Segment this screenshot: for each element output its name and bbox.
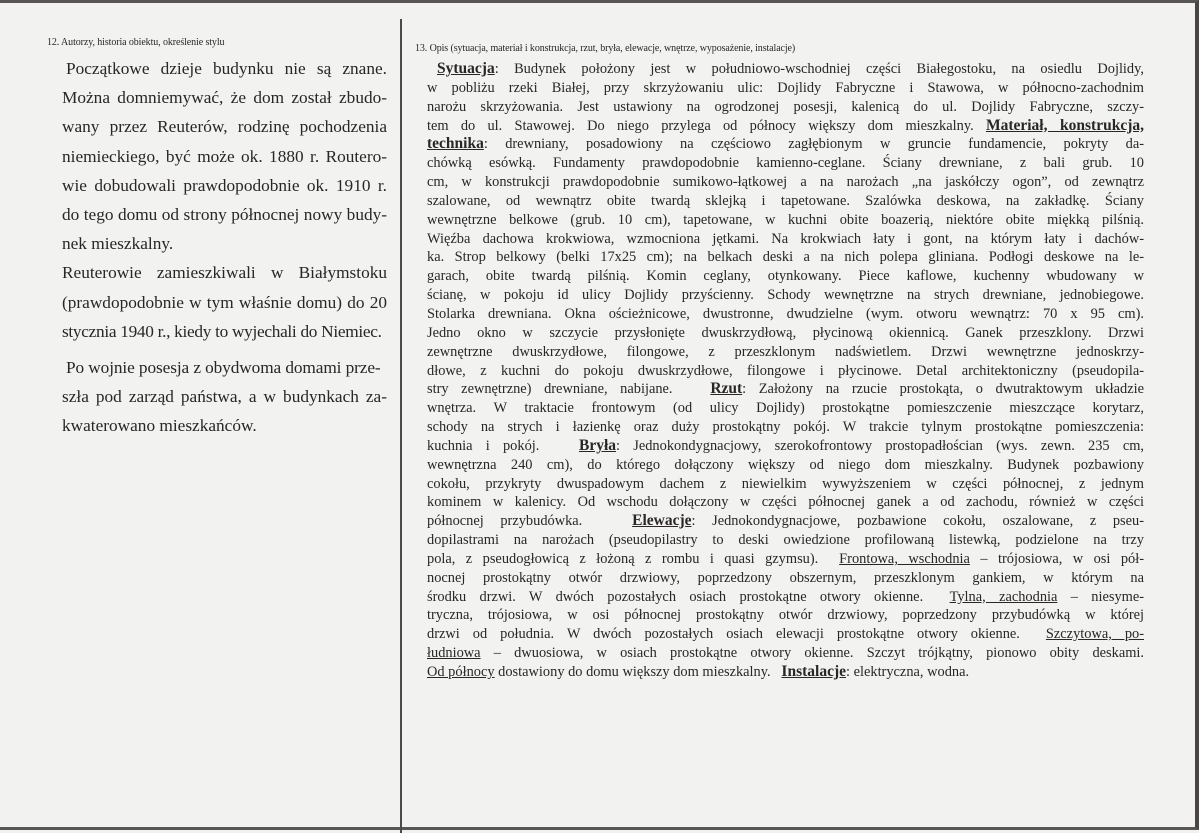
desc-line: środku drzwi. W dwóch pozostałych osiach prostokątne otwory okienne. Tylna, zachodnia – niesyme- <box>427 588 1145 605</box>
history-line: Można domniemywać, że dom został zbudo- <box>62 88 387 108</box>
desc-line: nocnej prostokątny otwór drzwiowy, poprzedzony obszernym, przeszklonym gankiem, w którym na <box>427 569 1144 586</box>
keyword-bryla: Bryła <box>579 436 617 454</box>
keyword-elewacje: Elewacje <box>632 512 692 530</box>
history-line: wie dobudowali prawdopodobnie ok. 1910 r. <box>62 175 387 195</box>
desc-line: ścianę, w pokoju id ulicy Dojlidy przyścienny. Schody wewnętrzne na strych drewniane, jednobiegowe. <box>427 287 1144 304</box>
desc-line: drzwi od południa. W dwóch pozostałych osiach elewacji prostokątne otwory okienne. Szczytowa, po- <box>427 626 1145 643</box>
history-line: stycznia 1940 r., kiedy to wyjechali do Niemiec. <box>62 321 382 341</box>
history-line: nek mieszkalny. <box>62 234 174 254</box>
history-line: do tego domu od strony północnej nowy budy- <box>62 205 387 225</box>
desc-line: kuchnia i pokój. Bryła: Jednokondygnacjowy, szerokofrontowy prostopadłościan (wys. zewn. 235 cm, <box>427 436 1145 454</box>
section-13-description <box>415 43 1155 682</box>
desc-line: pola, z pseudogłowicą z łożoną z rombu i quasi gzymsu). Frontowa, wschodnia – trójosiowa, w osi pół- <box>427 550 1145 567</box>
desc-line: tem do ul. Stawowej. Do niego przylega od północy większy dom mieszkalny. Materiał, konstrukcja, <box>427 116 1144 134</box>
keyword-sytuacja: Sytuacja <box>437 60 495 77</box>
desc-line: Od północy dostawiony do domu większy dom mieszkalny. Instalacje: elektryczna, wodna. <box>427 663 970 680</box>
subheading-frontowa: Frontowa, wschodnia <box>839 550 970 567</box>
desc-line: cokołu, przykryty dwuspadowym dachem z niewielkim wywyższeniem w części północnej, z jednym <box>427 475 1144 492</box>
desc-line: cm, w konstrukcji prawdopodobnie sumikowo-łątkowej a na narożach „na jaskółczy ogon”, od zewnątrz <box>427 174 1144 191</box>
history-text <box>62 54 387 441</box>
desc-line: w pobliżu rzeki Białej, przy skrzyżowaniu ulic: Dojlidy Fabryczne i Stawowa, w północno-zachodnim <box>427 79 1144 96</box>
desc-line: kominem w kalenicy. Od wschodu dołączony w części północnej ganek a od zachodu, również w części <box>427 494 1144 511</box>
history-line: kwaterowano mieszkańców. <box>62 416 257 436</box>
description-text <box>427 60 1144 682</box>
history-line: wany przez Reuterów, rodzinę pochodzenia <box>62 117 387 137</box>
desc-line: wewnętrzna 240 cm), do którego dołączony większy od niego dom mieszkalny. Budynek pozbawiony <box>427 456 1144 473</box>
subheading-szczytowa: Szczytowa, po- <box>1045 626 1145 643</box>
section-12-heading: 12. Autorzy, historia obiektu, określenie stylu <box>47 37 225 48</box>
desc-line: zewnętrzne dwuskrzydłowe, filongowe, z przeszklonym nadświetlem. Drzwi wewnętrzne jednoskrzy- <box>427 343 1144 360</box>
history-line: Reuterowie zamieszkiwali w Białymstoku <box>62 263 387 283</box>
keyword-instalacje: Instalacje <box>781 663 846 680</box>
desc-line: północnej przybudówka. Elewacje: Jednokondygnacjowe, pozbawione cokołu, oszalowane, z pseu- <box>427 512 1144 530</box>
desc-line: Sytuacja: Budynek położony jest w południowo-wschodniej części Białegostoku, na osiedlu Dojlidy, <box>437 60 1144 77</box>
keyword-technika: technika <box>427 135 484 153</box>
desc-line: narożu skrzyżowania. Jest ustawiony na ogrodzonej posesji, kalenicą do ul. Dojlidy Fabryczne, szczy- <box>427 98 1144 115</box>
desc-line: garach, obite twardą pilśnią. Komin ceglany, otynkowany. Piece kaflowe, kuchenny wbudowany w <box>427 268 1144 285</box>
desc-line: wewnętrzne belkowe (grub. 10 cm), tapetowane, w kuchni obite boazerią, niektóre obite miękką pilśnią. <box>427 211 1144 228</box>
history-line: Po wojnie posesja z obydwoma domami prze- <box>66 358 381 378</box>
desc-line: technika: drewniany, posadowiony na częściowo zagłębionym w gruncie fundamencie, pokryty da- <box>427 135 1144 153</box>
desc-line: ka. Strop belkowy (belki 17x25 cm); na belkach deski a na nich polepa gliniana. Podłogi deskowe na le- <box>427 249 1144 266</box>
desc-line: tryczna, trójosiowa, w osi północnej prostokątny otwór drzwiowy, poprzedzony przybudówką w której <box>427 607 1144 624</box>
desc-line: łudniowa – dwuosiowa, w osiach prostokątne otwory okienne. Szczyt trójkątny, pionowo obity deskami. <box>427 645 1144 662</box>
subheading-szczytowa-cont: łudniowa <box>427 645 481 662</box>
desc-line: chówką esówką. Fundamenty prawdopodobnie kamienno-ceglane. Ściany drewniane, z bali grub. 10 <box>427 155 1144 172</box>
history-line: Początkowe dzieje budynku nie są znane. <box>66 59 387 78</box>
history-line: niemieckiego, być może ok. 1880 r. Routero- <box>62 146 387 166</box>
section-12-history <box>47 37 387 441</box>
desc-line: Stolarka drewniana. Okna ościeżnicowe, dwustronne, dwudzielne (wym. otworu wewnątrz: 70 x 95 cm). <box>427 305 1144 322</box>
desc-line: szalowane, od wewnątrz obite twardą sklejką i tapetowane. Szalówka deskowa, na zakładkę. Ściany <box>427 192 1144 209</box>
subheading-od-polnocy: Od północy <box>427 664 495 680</box>
desc-line: stry zewnętrzne) drewniane, nabijane. Rzut: Założony na rzucie prostokąta, o dwutraktowym układzie <box>427 380 1144 398</box>
history-line: (prawdopodobnie w tym właśnie domu) do 20 <box>62 292 387 312</box>
keyword-rzut: Rzut <box>710 380 743 398</box>
desc-line: dopilastrami na narożach (pseudopilastry to deski owiedzione profilowaną listewką, podzielone na trzy <box>427 532 1144 549</box>
history-line: szła pod zarząd państwa, a w budynkach za- <box>62 387 387 407</box>
section-13-heading: 13. Opis (sytuacja, materiał i konstrukcja, rzut, bryła, elewacje, wnętrze, wyposażenie, instalacje) <box>415 43 796 54</box>
desc-line: Więźba dachowa krokwiowa, wzmocniona jętkami. Na krokwiach łaty i gont, na którym łaty i dachów- <box>427 230 1144 247</box>
column-divider <box>400 19 402 833</box>
desc-line: Jedno okno w szczycie przysłonięte dwuskrzydłową, płycinową okiennicą. Ganek przeszklony. Drzwi <box>427 324 1144 341</box>
desc-line: schody na strych i łazienkę oraz duży prostokątny pokój. W trakcie tylnym prostokątne pomieszczenia: <box>427 419 1144 436</box>
keyword-material: Materiał, konstrukcja, <box>985 116 1144 134</box>
desc-line: dłowe, z kuchni do pokoju dwuskrzydłowe, filongowe i płycinowe. Detal architektoniczny (pseudopila- <box>427 362 1144 379</box>
subheading-tylna: Tylna, zachodnia <box>949 588 1058 605</box>
desc-line: wnętrza. W traktacie frontowym (od ulicy Dojlidy) prostokątne pomieszczenie mieszczące korytarz, <box>427 400 1144 417</box>
